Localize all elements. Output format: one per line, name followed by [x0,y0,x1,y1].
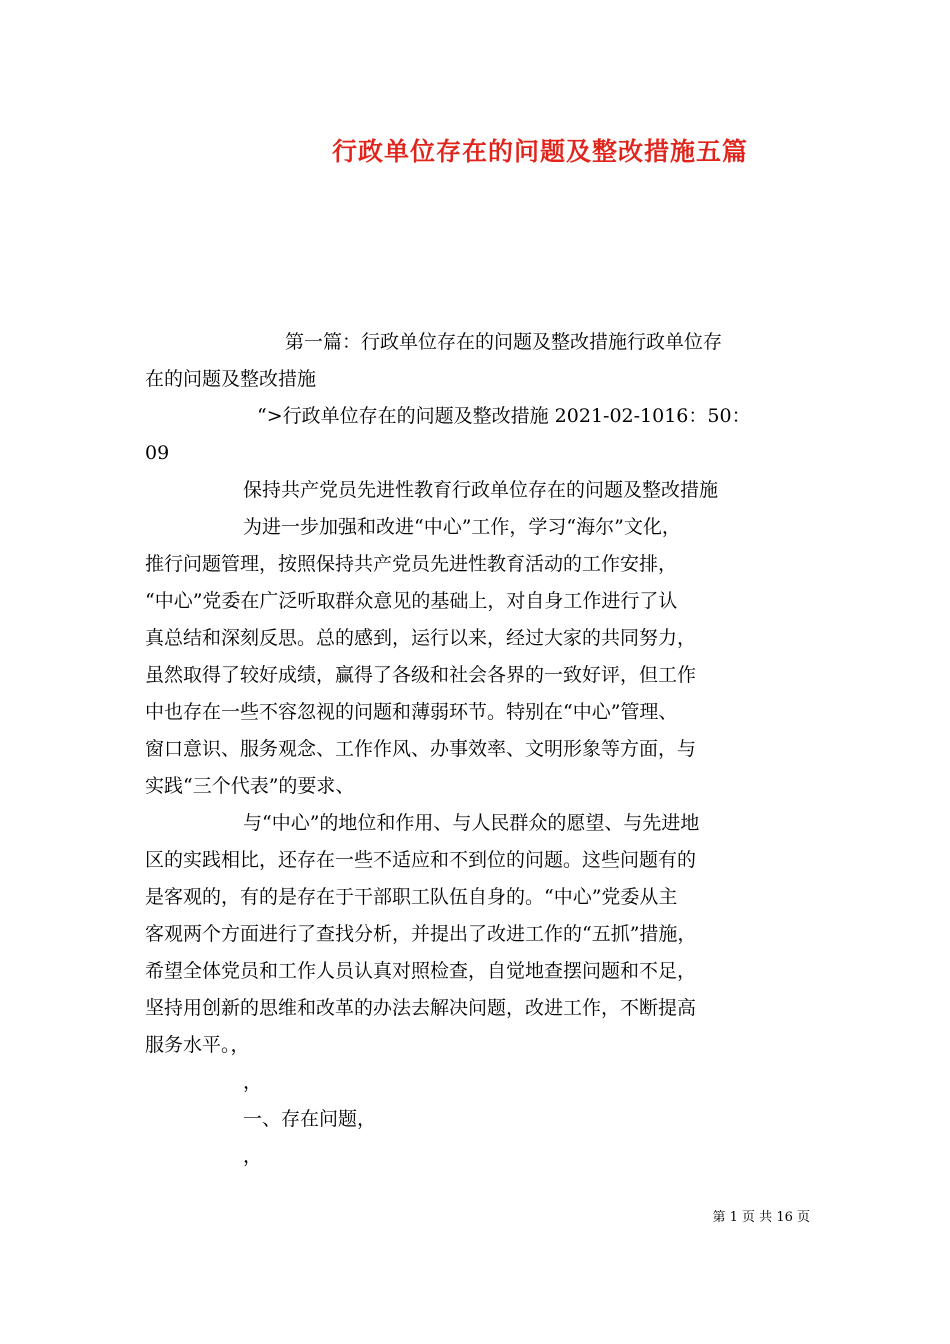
text-line: 虽然取得了较好成绩，赢得了各级和社会各界的一致好评，但工作 [145,664,697,686]
document-title: 行政单位存在的问题及整改措施五篇 [331,137,748,166]
text-line: 区的实践相比，还存在一些不适应和不到位的问题。这些问题有的 [145,849,697,871]
text-line: “>行政单位存在的问题及整改措施 2021-02-1016：50： [257,405,751,427]
text-line: 实践“三个代表”的要求、 [145,775,355,797]
text-line: 推行问题管理，按照保持共产党员先进性教育活动的工作安排， [145,553,678,575]
text-line: 为进一步加强和改进“中心”工作，学习“海尔”文化， [243,516,681,538]
text-line: 真总结和深刻反思。总的感到，运行以来，经过大家的共同努力， [145,627,697,649]
text-line: 保持共产党员先进性教育行政单位存在的问题及整改措施 [243,479,719,501]
section-heading: 一、存在问题， [243,1108,377,1130]
text-line: 第一篇：行政单位存在的问题及整改措施行政单位存 [285,331,723,353]
text-line: 希望全体党员和工作人员认真对照检查，自觉地查摆问题和不足， [145,960,697,982]
text-line: “中心”党委在广泛听取群众意见的基础上，对自身工作进行了认 [145,590,678,612]
text-line: ， [243,1145,263,1167]
text-line: 客观两个方面进行了查找分析，并提出了改进工作的“五抓”措施， [145,923,697,945]
text-line: 窗口意识、服务观念、工作作风、办事效率、文明形象等方面，与 [145,738,697,760]
text-line: 服务水平。， [145,1034,250,1056]
page-number-footer: 第 1 页 共 16 页 [712,1210,810,1225]
text-line: 坚持用创新的思维和改革的办法去解决问题，改进工作，不断提高 [145,997,697,1019]
text-line: 09 [145,442,170,464]
text-line: 是客观的，有的是存在于干部职工队伍自身的。“中心”党委从主 [145,886,678,908]
document-body [145,324,805,1175]
text-line: 在的问题及整改措施 [145,368,317,390]
text-line: 与“中心”的地位和作用、与人民群众的愿望、与先进地 [243,812,700,834]
text-line: ， [243,1071,263,1093]
text-line: 中也存在一些不容忽视的问题和薄弱环节。特别在“中心”管理、 [145,701,678,723]
